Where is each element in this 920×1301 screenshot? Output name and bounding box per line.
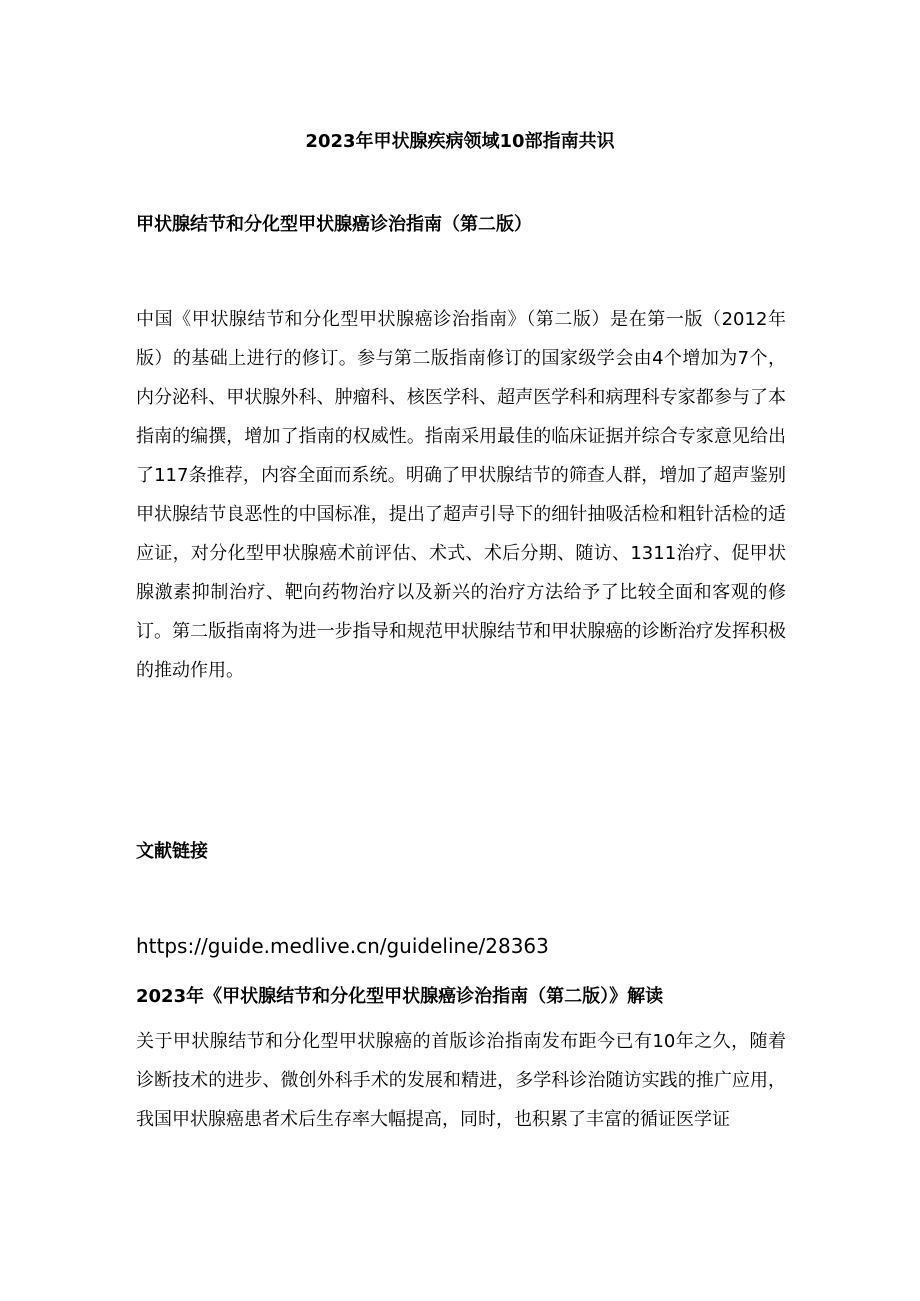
document-title: 2023年甲状腺疾病领域10部指南共识 [305, 131, 615, 152]
guideline-heading: 甲状腺结节和分化型甲状腺癌诊治指南（第二版） [136, 214, 532, 235]
interpretation-heading: 2023年《甲状腺结节和分化型甲状腺癌诊治指南（第二版）》解读 [136, 986, 664, 1007]
reference-heading: 文献链接 [136, 841, 208, 862]
interpretation-paragraph: 关于甲状腺结节和分化型甲状腺癌的首版诊治指南发布距今已有10年之久，随着诊断技术的进步、微创外科手术的发展和精进，多学科诊治随访实践的推广应用，我国甲状腺癌患者术后生存率大幅提高，同时，也积累了丰富的循证医学证 [136, 1031, 786, 1130]
reference-link[interactable]: https://guide.medlive.cn/guideline/28363 [136, 934, 549, 958]
intro-paragraph: 中国《甲状腺结节和分化型甲状腺癌诊治指南》（第二版）是在第一版（2012年版）的基础上进行的修订。参与第二版指南修订的国家级学会由4个增加为7个，内分泌科、甲状腺外科、肿瘤科、核医学科、超声医学科和病理科专家都参与了本指南的编撰，增加了指南的权威性。指南采用最佳的临床证据并综合专家意见给出了117条推荐，内容全面而系统。明确了甲状腺结节的筛查人群，增加了超声鉴别甲状腺结节良恶性的中国标准，提出了超声引导下的细针抽吸活检和粗针活检的适应证，对分化型甲状腺癌术前评估、术式、术后分期、随访、1311治疗、促甲状腺激素抑制治疗、靶向药物治疗以及新兴的治疗方法给予了比较全面和客观的修订。第二版指南将为进一步指导和规范甲状腺结节和甲状腺癌的诊断治疗发挥积极的推动作用。 [136, 309, 786, 681]
